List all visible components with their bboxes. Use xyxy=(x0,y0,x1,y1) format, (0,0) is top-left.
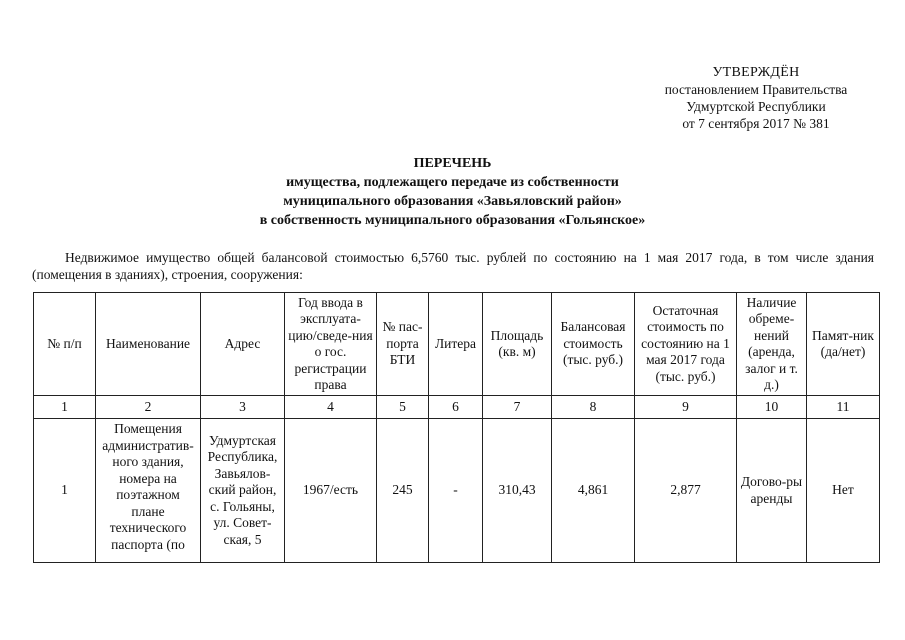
header-cell: Остаточная стоимость по состоянию на 1 мая 2017 года (тыс. руб.) xyxy=(635,293,737,396)
cell-year: 1967/есть xyxy=(285,419,377,563)
column-number: 7 xyxy=(483,396,552,419)
column-number: 1 xyxy=(34,396,96,419)
column-number: 6 xyxy=(429,396,483,419)
heading-line-2: муниципального образования «Завьяловский район» xyxy=(283,194,622,209)
column-number: 5 xyxy=(377,396,429,419)
header-cell: Балансовая стоимость (тыс. руб.) xyxy=(552,293,635,396)
column-number-row xyxy=(34,396,880,419)
document-title: ПЕРЕЧЕНЬ xyxy=(413,156,492,171)
approval-block xyxy=(641,64,871,132)
approval-line-2: Удмуртской Республики xyxy=(686,99,826,114)
approval-title: УТВЕРЖДЁН xyxy=(712,65,800,80)
approval-line-3: от 7 сентября 2017 № 381 xyxy=(682,116,830,131)
heading-line-3: в собственность муниципального образования «Гольянское» xyxy=(259,213,646,228)
header-cell: № пас-порта БТИ xyxy=(377,293,429,396)
header-cell: № п/п xyxy=(34,293,96,396)
header-cell: Год ввода в эксплуата-цию/сведе-ния о гос. регистрации права xyxy=(285,293,377,396)
cell-residual: 2,877 xyxy=(635,419,737,563)
header-cell: Адрес xyxy=(201,293,285,396)
cell-name xyxy=(96,419,201,563)
header-cell: Наименование xyxy=(96,293,201,396)
property-table xyxy=(33,292,880,563)
cell-monument: Нет xyxy=(807,419,880,563)
cell-passport: 245 xyxy=(377,419,429,563)
cell-num: 1 xyxy=(34,419,96,563)
header-cell: Памят-ник (да/нет) xyxy=(807,293,880,396)
cell-area: 310,43 xyxy=(483,419,552,563)
heading-line-1: имущества, подлежащего передаче из собственности xyxy=(286,175,619,190)
table-row xyxy=(34,419,880,563)
header-row xyxy=(34,293,880,396)
cell-encumbrance: Догово-ры аренды xyxy=(737,419,807,563)
intro-paragraph: Недвижимое имущество общей балансовой стоимостью 6,5760 тыс. рублей по состоянию на 1 мая 2017 года, в том числе здания (помещения в зданиях), строения, сооружения: xyxy=(32,250,874,282)
approval-line-1: постановлением Правительства xyxy=(664,82,848,97)
cell-address: Удмуртская Республика, Завьялов-ский район, с. Гольяны, ул. Совет-ская, 5 xyxy=(201,419,285,563)
column-number: 10 xyxy=(737,396,807,419)
cell-litera: - xyxy=(429,419,483,563)
column-number: 2 xyxy=(96,396,201,419)
column-number: 9 xyxy=(635,396,737,419)
header-cell: Наличие обреме-нений (аренда, залог и т. д.) xyxy=(737,293,807,396)
header-cell: Площадь (кв. м) xyxy=(483,293,552,396)
column-number: 4 xyxy=(285,396,377,419)
column-number: 8 xyxy=(552,396,635,419)
document-heading xyxy=(0,154,905,230)
cell-balance: 4,861 xyxy=(552,419,635,563)
column-number: 11 xyxy=(807,396,880,419)
cell-name-text: Помещения административ-ного здания, номера на поэтажном плане технического паспорта (по xyxy=(102,421,194,552)
header-cell: Литера xyxy=(429,293,483,396)
column-number: 3 xyxy=(201,396,285,419)
